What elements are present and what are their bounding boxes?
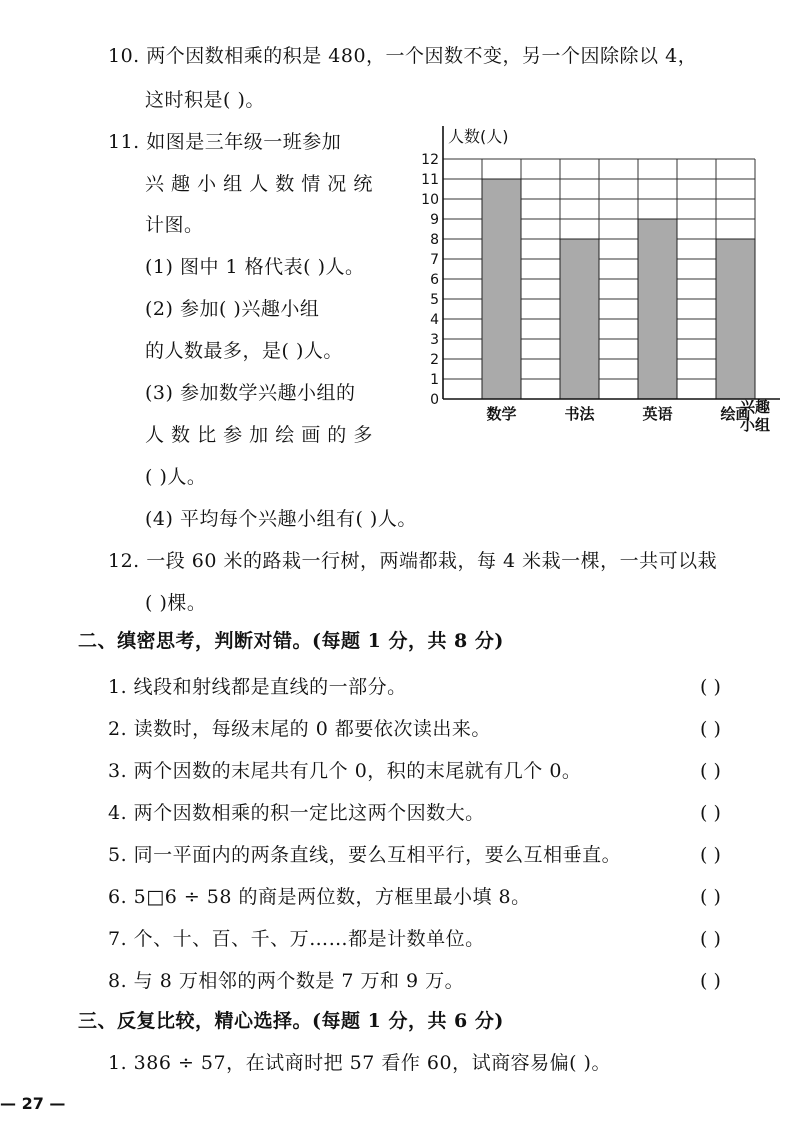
q11-part1: (1) 图中 1 格代表( )人。 [145, 256, 365, 278]
y-tick-label-12: 12 [421, 152, 439, 168]
q10-line1: 10. 两个因数相乘的积是 480，一个因数不变，另一个因除除以 4， [108, 45, 698, 67]
answer-mark-1[interactable]: ( ) [700, 676, 721, 698]
q11-part3b: 人 数 比 参 加 绘 画 的 多 [145, 424, 373, 446]
judge-item-4: 4. 两个因数相乘的积一定比这两个因数大。 [108, 802, 485, 824]
judge-item-7: 7. 个、十、百、千、万……都是计数单位。 [108, 928, 485, 950]
y-tick-label-10: 10 [421, 192, 439, 208]
y-tick-label-11: 11 [421, 172, 439, 188]
judge-item-6: 6. 5□6 ÷ 58 的商是两位数，方框里最小填 8。 [108, 886, 531, 908]
chart-x-axis-title-line2: 小组 [740, 416, 771, 434]
chart-y-ticks [421, 152, 439, 408]
y-tick-label-4: 4 [430, 312, 439, 328]
bar-4 [716, 239, 755, 399]
y-tick-label-7: 7 [430, 252, 439, 268]
y-tick-label-2: 2 [430, 352, 439, 368]
y-tick-label-6: 6 [430, 272, 439, 288]
q11-part4: (4) 平均每个兴趣小组有( )人。 [145, 508, 417, 530]
q11-line2: 兴 趣 小 组 人 数 情 况 统 [145, 173, 373, 195]
judge-item-2: 2. 读数时，每级末尾的 0 都要依次读出来。 [108, 718, 491, 740]
choice-q1: 1. 386 ÷ 57，在试商时把 57 看作 60，试商容易偏( )。 [108, 1052, 611, 1074]
q11-part3c: ( )人。 [145, 466, 207, 488]
y-tick-label-0: 0 [430, 392, 439, 408]
bar-2 [560, 239, 599, 399]
x-category-label-4: 绘画 [720, 405, 751, 423]
q12-line1: 12. 一段 60 米的路栽一行树，两端都栽，每 4 米栽一棵，一共可以栽 [108, 550, 718, 572]
y-tick-label-8: 8 [430, 232, 439, 248]
answer-mark-8[interactable]: ( ) [700, 970, 721, 992]
q11-line1: 11. 如图是三年级一班参加 [108, 131, 342, 153]
y-tick-label-5: 5 [430, 292, 439, 308]
answer-mark-7[interactable]: ( ) [700, 928, 721, 950]
q11-part2b: 的人数最多，是( )人。 [145, 340, 343, 362]
answer-mark-6[interactable]: ( ) [700, 886, 721, 908]
judge-item-5: 5. 同一平面内的两条直线，要么互相平行，要么互相垂直。 [108, 844, 622, 866]
section3-title: 三、反复比较，精心选择。(每题 1 分，共 6 分) [78, 1010, 504, 1032]
x-category-label-2: 书法 [564, 405, 595, 423]
answer-mark-4[interactable]: ( ) [700, 802, 721, 824]
interest-group-bar-chart [410, 118, 790, 448]
q12-line2: ( )棵。 [145, 592, 207, 614]
answer-mark-5[interactable]: ( ) [700, 844, 721, 866]
judge-item-8: 8. 与 8 万相邻的两个数是 7 万和 9 万。 [108, 970, 465, 992]
y-tick-label-9: 9 [430, 212, 439, 228]
x-category-label-1: 数学 [486, 405, 517, 423]
chart-bars [482, 179, 755, 399]
y-tick-label-1: 1 [430, 372, 439, 388]
q11-part2a: (2) 参加( )兴趣小组 [145, 298, 320, 320]
answer-mark-3[interactable]: ( ) [700, 760, 721, 782]
judge-item-1: 1. 线段和射线都是直线的一部分。 [108, 676, 407, 698]
x-category-label-3: 英语 [642, 405, 673, 423]
bar-1 [482, 179, 521, 399]
answer-mark-2[interactable]: ( ) [700, 718, 721, 740]
chart-y-axis-title: 人数(人) [448, 127, 509, 146]
bar-3 [638, 219, 677, 399]
page-number: — 27 — [0, 1094, 66, 1113]
y-tick-label-3: 3 [430, 332, 439, 348]
judge-item-3: 3. 两个因数的末尾共有几个 0，积的末尾就有几个 0。 [108, 760, 582, 782]
section2-title: 二、缜密思考，判断对错。(每题 1 分，共 8 分) [78, 630, 504, 652]
q11-line3: 计图。 [145, 214, 204, 236]
chart-x-axis-title-line1: 兴趣 [740, 398, 771, 416]
chart-x-categories [486, 405, 750, 423]
q10-line2: 这时积是( )。 [145, 89, 265, 111]
q11-part3a: (3) 参加数学兴趣小组的 [145, 382, 356, 404]
